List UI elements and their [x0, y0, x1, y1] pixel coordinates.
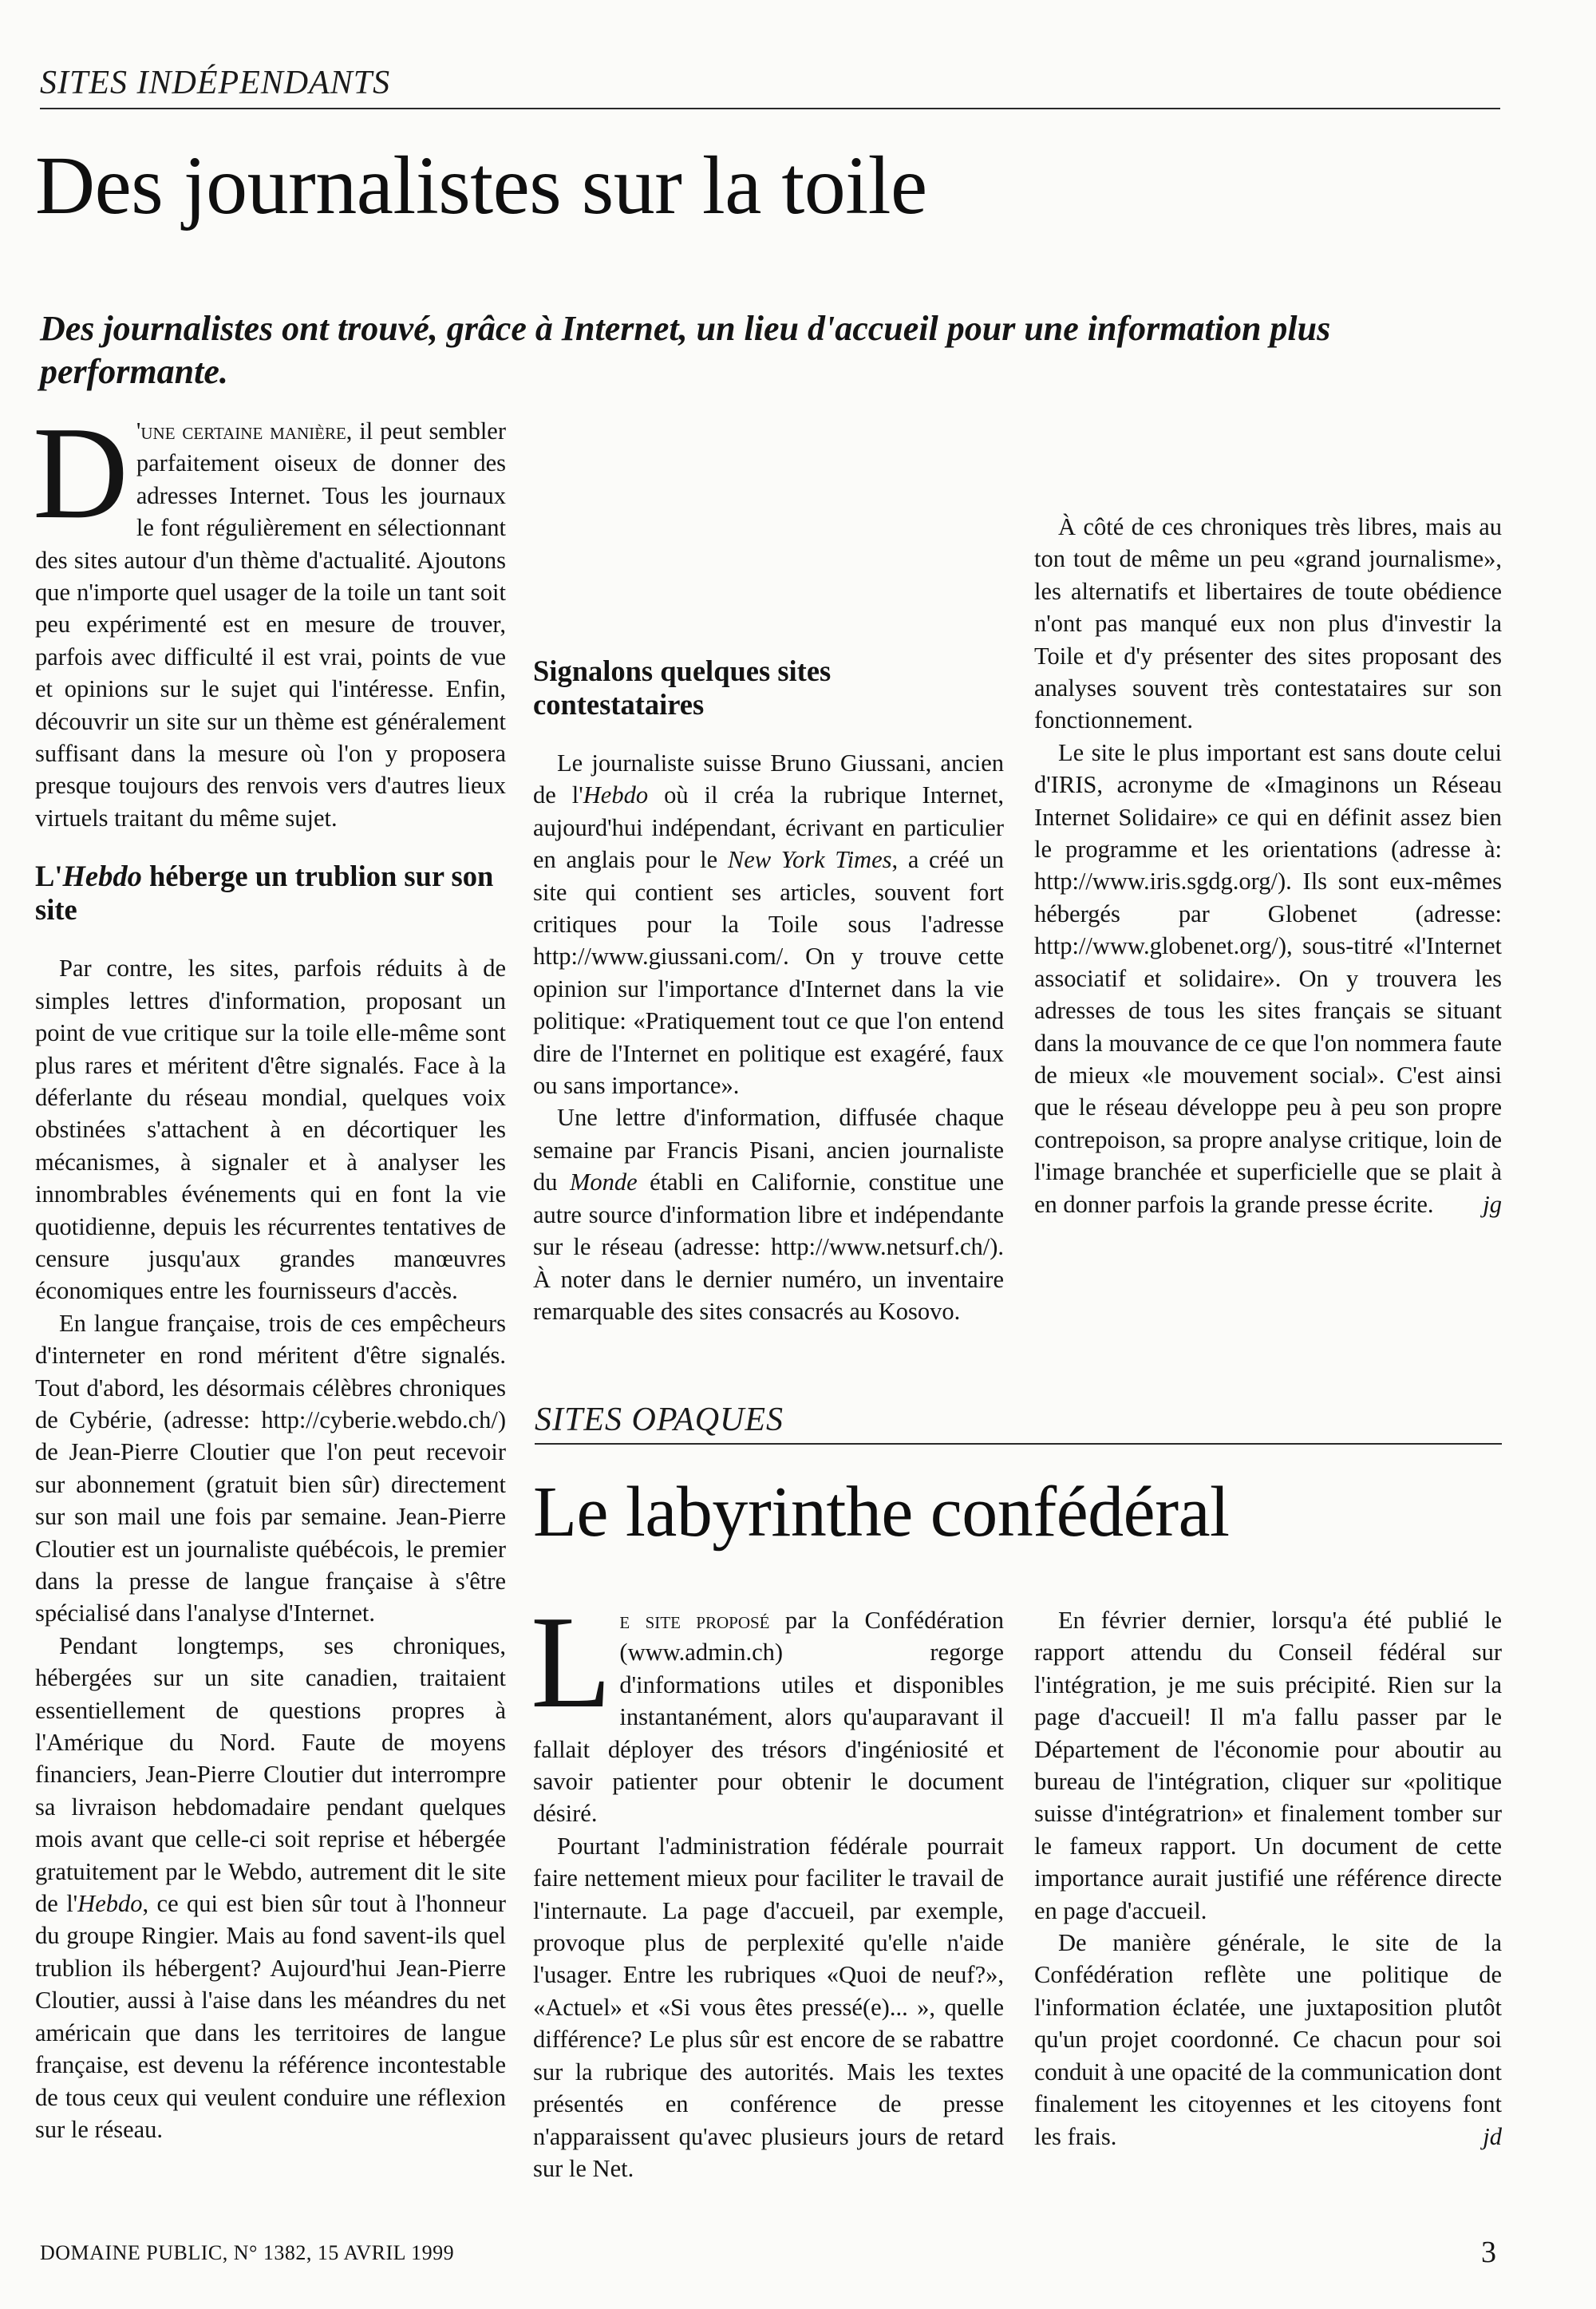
- article-column-3: [1034, 415, 1502, 1220]
- author-signature-bottom: jd: [1483, 2122, 1502, 2150]
- article-column-1: [33, 399, 506, 2145]
- paragraph: De manière générale, le site de la Confédération reflète une politique de l'information éclatée, une juxtaposition plutôt qu'un projet coordonné. Ce chacun pour soi conduit à une opacité de la communication dont finalement les citoyennes et les citoyens font les frais. jd: [1034, 1927, 1502, 2153]
- section-rule-bottom: [535, 1443, 1502, 1445]
- article-column-4: [531, 1588, 1005, 2184]
- paragraph: Le journaliste suisse Bruno Giussani, ancien de l'Hebdo où il créa la rubrique Internet, aujourd'hui indépendant, écrivant en particulier en anglais pour le New York Times, a créé un site qui contient ses articles, souvent fort critiques pour la Toile sous l'adresse http://www.giussani.com/. On y trouve cette opinion sur l'importance d'Internet dans la vie politique: «Pratiquement tout ce que l'on entend dire de l'Internet en politique est exagéré, faux ou sans importance».: [533, 749, 1005, 1100]
- subheading-hebdo: L'Hebdo héberge un trublion sur son site: [35, 860, 494, 927]
- article-column-5: [1034, 1604, 1502, 2153]
- lead-paragraph: [33, 399, 506, 834]
- paragraph: Le site le plus important est sans doute celui d'IRIS, acronyme de «Imaginons un Réseau Internet Solidaire» ce qui en définit assez bien le programme et les orientations (adresse à: http://www.iris.sgdg.org/). Ils sont eux-mêmes hébergés par Globenet (adresse: http://www.globenet.org/), sous-titré «l'Internet associatif et solidaire». On y trouvera les adresses de tous les sites français se situant dans la mouvance de ce que l'on nommera faute de mieux «le mouvement social». C'est ainsi que le réseau développe peu à peu son propre contrepoison, sa propre analyse critique, loin de l'image branchée et superficielle que se plait à en donner parfois la grande presse écrite. jg: [1034, 737, 1502, 1220]
- page-number: 3: [1481, 2236, 1496, 2269]
- paragraph: Pourtant l'administration fédérale pourrait faire nettement mieux pour faciliter le travail de l'internaute. La page d'accueil, par exemple, provoque plus de perplexité qu'elle n'aide l'usager. Entre les rubriques «Quoi de neuf?», «Actuel» et «Si vous êtes pressé(e)... », quelle différence? Le plus sûr est encore de se rabattre sur la rubrique des autorités. Mais les textes présentés en conférence de presse n'apparaissent qu'avec plusieurs jours de retard sur le Net.: [533, 1832, 1004, 2182]
- lead-text: par la Confédération (www.admin.ch) regorge d'informations utiles et disponibles instantanément, alors qu'auparavant il fallait déployer des trésors d'ingéniosité et savoir patienter pour obtenir le document désiré.: [533, 1607, 1005, 1828]
- article-standfirst: Des journalistes ont trouvé, grâce à Internet, un lieu d'accueil pour une information plus performante.: [40, 309, 1331, 391]
- footer-publication: DOMAINE PUBLIC, N° 1382, 15 AVRIL 1999: [40, 2241, 455, 2264]
- paragraph: En langue française, trois de ces empêcheurs d'interneter en rond méritent d'être signalés. Tout d'abord, les désormais célèbres chroniques de Cybérie, (adresse: http://cyberie.webdo.ch/) de Jean-Pierre Cloutier que l'on peut recevoir sur abonnement (gratuit bien sûr) directement sur son mail une fois par semaine. Jean-Pierre Cloutier est un journaliste québécois, le premier dans la presse de langue française à s'être spécialisé dans l'analyse d'Internet.: [35, 1309, 506, 1627]
- paragraph: Une lettre d'information, diffusée chaque semaine par Francis Pisani, ancien journaliste du Monde établi en Californie, constitue une autre source d'information libre et indépendante sur le réseau (adresse: http://www.netsurf.ch/). À noter dans le dernier numéro, un inventaire remarquable des sites consacrés au Kosovo.: [533, 1104, 1005, 1325]
- article-headline-bottom: Le labyrinthe confédéral: [533, 1473, 1230, 1552]
- dropcap: L: [531, 1588, 612, 1735]
- paragraph: En février dernier, lorsqu'a été publié le rapport attendu du Conseil fédéral sur l'intégration, je me suis précipité. Rien sur la page d'accueil! Il m'a fallu passer par le Département de l'économie pour aboutir au bureau de l'intégration, cliquer sur «politique suisse d'intégratrion» et finalement tomber sur le fameux rapport. Un document de cette importance aurait justifié une référence directe en page d'accueil.: [1034, 1607, 1502, 1924]
- subheading-contestataires: Signalons quelques sites contestataires: [533, 654, 832, 721]
- paragraph: Par contre, les sites, parfois réduits à de simples lettres d'information, proposant un point de vue critique sur la toile elle-même sont plus rares et méritent d'être signalés. Face à la déferlante du réseau mondial, quelques voix obstinées s'attachent à en décortiquer les mécanismes, à signaler et à analyser les innombrables événements qui en font la vie quotidienne, depuis les récurrentes tentatives de censure jusqu'aux grandes manœuvres économiques entre les fournisseurs d'accès.: [35, 955, 506, 1305]
- paragraph-split: Pendant longtemps, ses chroniques, hébergées sur un site canadien, traitaient essentiellement de questions propres à l'Amérique du Nord. Faute de moyens financiers, Jean-Pierre Cloutier dut interrompre sa livraison hebdomadaire pendant quelques mois avant que celle-ci soit reprise et hébergée gratuitement par le Webdo, autrement dit le site de l'Hebdo, ce qui est bien sûr tout à l'honneur du groupe Ringier. Mais au fond savent-ils quel trublion ils hébergent? Aujourd'hui Jean-Pierre Cloutier, aussi à l'aise dans les méandres du net américain que dans les territoires de langue française, est devenu la référence incontestable de tous ceux qui veulent conduire une réflexion sur le réseau.: [35, 1631, 506, 2143]
- lead-smallcaps: e site proposé: [619, 1607, 770, 1634]
- lead-paragraph: [531, 1588, 1005, 1830]
- article-column-2: [533, 415, 1004, 1327]
- section-kicker-bottom: SITES OPAQUES: [535, 1402, 784, 1438]
- lead-smallcaps: 'une certaine manière,: [136, 417, 353, 445]
- section-kicker-top: SITES INDÉPENDANTS: [40, 65, 391, 101]
- dropcap: D: [33, 399, 128, 546]
- author-signature-top: jg: [1483, 1190, 1502, 1218]
- section-rule-top: [40, 108, 1500, 109]
- article-headline-top: Des journalistes sur la toile: [35, 140, 927, 231]
- paragraph: À côté de ces chroniques très libres, mais au ton tout de même un peu «grand journalisme», les alternatifs et libertaires de toute obédience n'ont pas manqué eux non plus d'investir la Toile et d'y présenter des sites proposant des analyses souvent très contestataires sur son fonctionnement.: [1034, 513, 1502, 734]
- lead-text: il peut sembler parfaitement oiseux de donner des adresses Internet. Tous les journaux le font régulièrement en sélectionnant des sites autour d'un thème d'actualité. Ajoutons que n'importe quel usager de la toile un tant soit peu expérimenté est en mesure de trouver, parfois avec difficulté il est vrai, points de vue et opinions sur le sujet qui l'intéresse. Enfin, découvrir un site sur un thème est généralement suffisant dans la mesure où l'on y proposera presque toujours des renvois vers d'autres lieux virtuels traitant du même sujet.: [35, 417, 506, 832]
